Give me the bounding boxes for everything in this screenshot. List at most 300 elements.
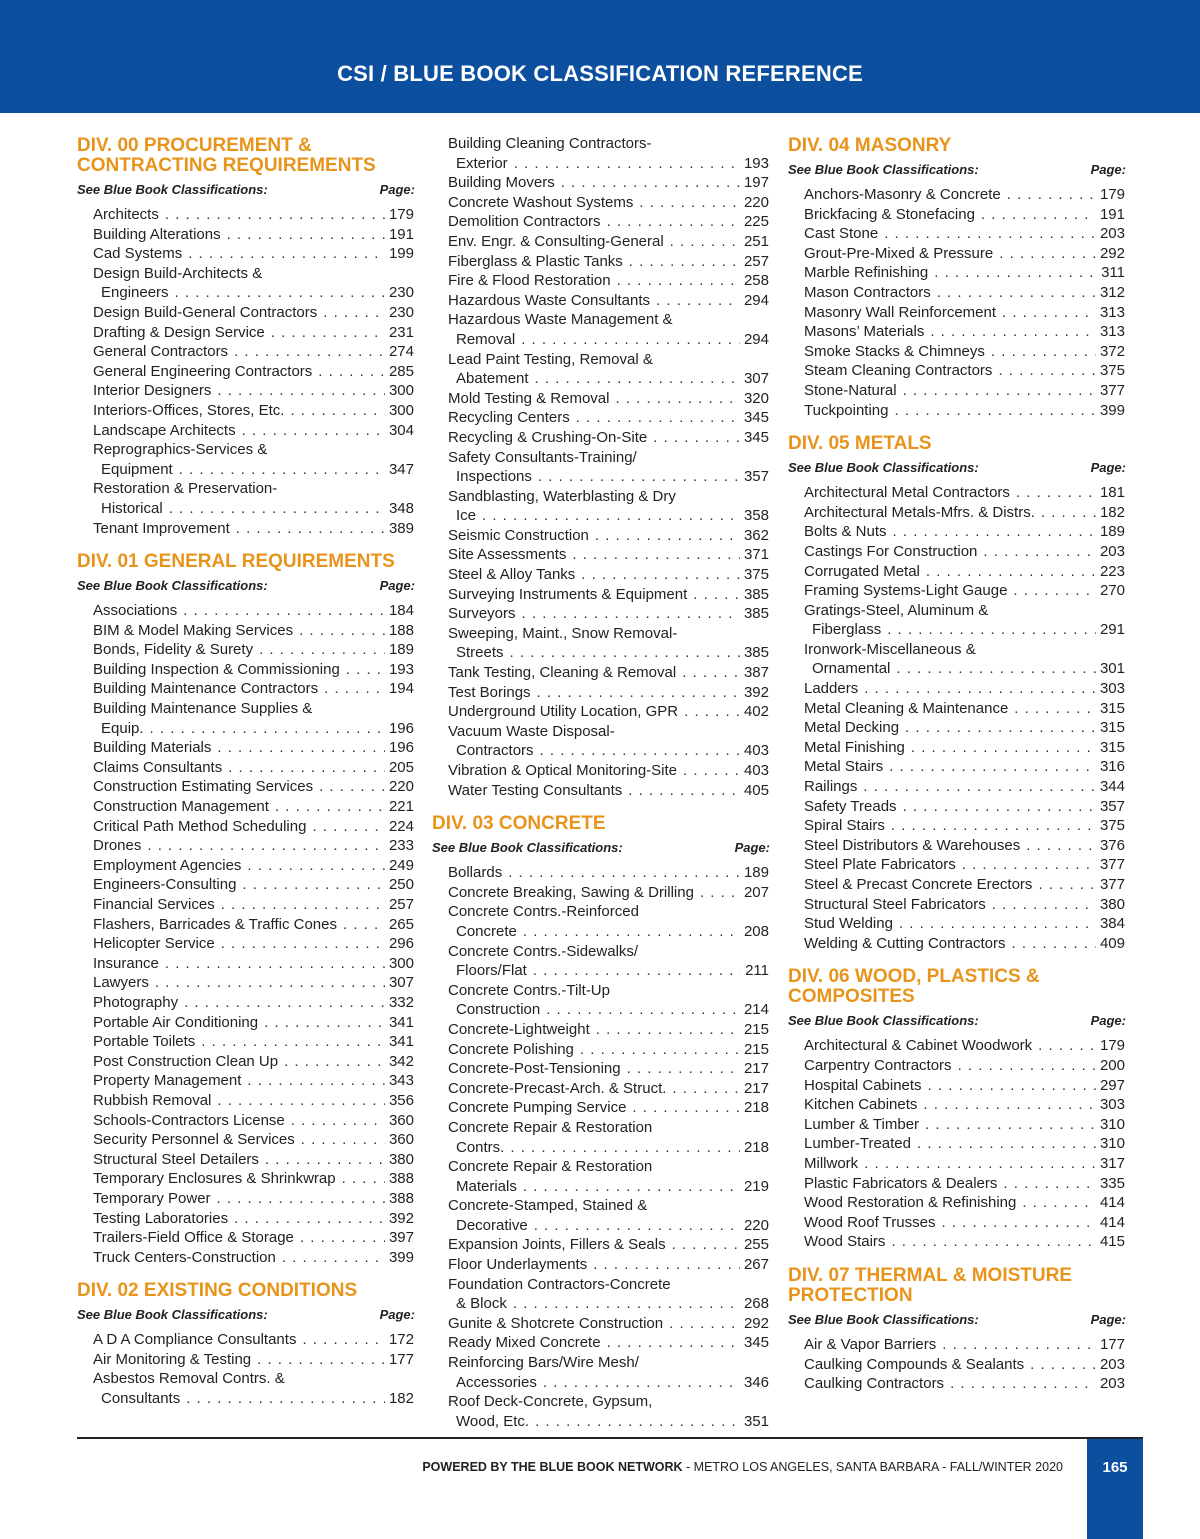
entry-row xyxy=(93,283,414,303)
dot-leader xyxy=(1032,875,1096,895)
entry-page-number: 377 xyxy=(1099,876,1125,893)
entry-name: General Engineering Contractors xyxy=(93,362,313,380)
dot-leader xyxy=(228,1209,385,1229)
classification-entry xyxy=(804,718,1125,738)
dot-leader xyxy=(997,1174,1096,1194)
entry-name: Demolition Contractors xyxy=(448,213,601,231)
dot-leader xyxy=(236,421,385,441)
classification-entry xyxy=(448,193,769,213)
entry-name-line: Design Build-Architects & xyxy=(93,264,263,282)
dot-leader xyxy=(312,362,385,382)
entry-page-number: 357 xyxy=(743,468,769,486)
entry-row xyxy=(804,244,1125,264)
dot-leader xyxy=(858,679,1096,699)
classification-entry xyxy=(448,1157,769,1196)
entry-page-number: 296 xyxy=(388,935,414,953)
page-number-box xyxy=(1087,1439,1143,1539)
entry-page-number: 181 xyxy=(1099,484,1125,502)
entry-name: Caulking Compounds & Sealants xyxy=(804,1355,1025,1373)
entry-row xyxy=(804,875,1125,895)
entry-page-number: 346 xyxy=(743,1373,769,1391)
entry-row xyxy=(448,271,769,291)
entry-page-number: 312 xyxy=(1099,283,1125,301)
entry-page-number: 200 xyxy=(1099,1056,1125,1074)
classification-entry xyxy=(93,875,414,895)
entry-row xyxy=(804,1335,1125,1355)
dot-leader xyxy=(211,738,385,758)
entry-page-number: 207 xyxy=(743,883,769,901)
entry-name: Concrete Washout Systems xyxy=(448,193,634,211)
dot-leader xyxy=(621,1059,740,1079)
entry-name: Insurance xyxy=(93,954,159,972)
classification-entry xyxy=(93,440,414,479)
dot-leader xyxy=(236,875,385,895)
entry-name-line: Sweeping, Maint., Snow Removal- xyxy=(448,624,678,642)
classification-entry xyxy=(93,1150,414,1170)
dot-leader xyxy=(221,225,385,245)
entry-name: Construction Estimating Services xyxy=(93,778,314,796)
classification-entry xyxy=(804,855,1125,875)
classification-list xyxy=(788,185,1126,420)
entry-row xyxy=(448,1373,769,1393)
entry-name: Critical Path Method Scheduling xyxy=(93,817,307,835)
entry-name: Architectural Metal Contractors xyxy=(804,484,1010,502)
dot-leader xyxy=(284,401,385,421)
entry-row xyxy=(93,836,414,856)
dot-leader xyxy=(647,428,740,448)
classification-entry xyxy=(448,545,769,565)
classification-entry xyxy=(804,244,1125,264)
classification-entry xyxy=(448,663,769,683)
dot-leader xyxy=(633,193,740,213)
entry-page-number: 215 xyxy=(743,1020,769,1038)
entry-name-line: Safety Consultants-Training/ xyxy=(448,448,637,466)
entry-row xyxy=(448,252,769,272)
dot-leader xyxy=(149,973,385,993)
classification-entry xyxy=(93,1013,414,1033)
dot-leader xyxy=(502,863,740,883)
entry-name: Tuckpointing xyxy=(804,401,889,419)
classification-entry xyxy=(804,1076,1125,1096)
classification-entry xyxy=(448,883,769,903)
entry-page-number: 301 xyxy=(1099,660,1125,678)
classification-entry xyxy=(804,342,1125,362)
entry-row xyxy=(93,817,414,837)
entry-row xyxy=(448,961,769,981)
classification-entry xyxy=(804,914,1125,934)
entry-name: Framing Systems-Light Gauge xyxy=(804,582,1008,600)
entry-page-number: 268 xyxy=(743,1295,769,1313)
entry-page-number: 184 xyxy=(388,602,414,620)
dot-leader xyxy=(141,836,385,856)
classification-entry xyxy=(804,1374,1125,1394)
entry-row xyxy=(93,362,414,382)
entry-row xyxy=(804,581,1125,601)
page-label: Page: xyxy=(379,182,415,197)
page-label: Page: xyxy=(1090,460,1126,476)
dot-leader xyxy=(504,1138,740,1158)
classification-entry xyxy=(93,401,414,421)
dot-leader xyxy=(881,620,1096,640)
see-classifications-label: See Blue Book Classifications: xyxy=(77,578,268,594)
entry-name: Metal Decking xyxy=(804,719,900,737)
entry-row xyxy=(93,1130,414,1150)
classification-entry xyxy=(448,487,769,526)
dot-leader xyxy=(476,506,740,526)
dot-leader xyxy=(944,1374,1096,1394)
entry-row xyxy=(93,1169,414,1189)
entry-row xyxy=(804,1355,1125,1375)
entry-name-line: Building Maintenance Supplies & xyxy=(93,700,313,718)
dot-leader xyxy=(507,1294,740,1314)
entry-page-number: 300 xyxy=(388,954,414,972)
classification-entry xyxy=(804,1036,1125,1056)
entry-row xyxy=(93,1248,414,1268)
dot-leader xyxy=(293,621,385,641)
entry-page-number: 197 xyxy=(743,174,769,192)
entry-name: Fiberglass & Plastic Tanks xyxy=(448,252,623,270)
classification-list xyxy=(788,1036,1126,1252)
entry-name: Underground Utility Location, GPR xyxy=(448,703,679,721)
entry-page-number: 344 xyxy=(1099,778,1125,796)
division-title xyxy=(788,136,1126,156)
entry-page-number: 335 xyxy=(1099,1174,1125,1192)
entry-row xyxy=(93,1052,414,1072)
dot-leader xyxy=(920,562,1096,582)
classification-entry xyxy=(93,205,414,225)
classification-entry xyxy=(93,1189,414,1209)
entry-page-number: 348 xyxy=(388,499,414,517)
entry-row xyxy=(93,679,414,699)
entry-row xyxy=(93,738,414,758)
classification-entry xyxy=(93,1330,414,1350)
entry-row xyxy=(804,483,1125,503)
classification-entry xyxy=(804,283,1125,303)
entry-row xyxy=(93,660,414,680)
entry-row xyxy=(93,856,414,876)
entry-page-number: 258 xyxy=(743,272,769,290)
entry-name: Wood Stairs xyxy=(804,1233,886,1251)
entry-row xyxy=(93,1189,414,1209)
dot-leader xyxy=(574,1040,740,1060)
classification-entry xyxy=(804,934,1125,954)
entry-page-number: 203 xyxy=(1099,1375,1125,1393)
entry-name: Kitchen Cabinets xyxy=(804,1096,918,1114)
entry-name: Property Management xyxy=(93,1072,242,1090)
entry-name: Metal Cleaning & Maintenance xyxy=(804,699,1009,717)
entry-row xyxy=(804,1193,1125,1213)
entry-row xyxy=(93,640,414,660)
division-title-line: DIV. 07 THERMAL & MOISTURE xyxy=(788,1264,1072,1286)
classification-entry xyxy=(804,1213,1125,1233)
entry-page-number: 267 xyxy=(743,1256,769,1274)
entry-page-number: 217 xyxy=(743,1079,769,1097)
entry-row xyxy=(448,565,769,585)
entry-name: Streets xyxy=(456,644,504,662)
classification-entry xyxy=(804,503,1125,523)
entry-name: Portable Toilets xyxy=(93,1033,196,1051)
entry-page-number: 265 xyxy=(388,915,414,933)
entry-page-number: 233 xyxy=(388,837,414,855)
page-header xyxy=(0,0,1200,113)
page-label: Page: xyxy=(379,578,415,594)
entry-row xyxy=(448,585,769,605)
entry-row xyxy=(93,954,414,974)
entry-row xyxy=(93,1330,414,1350)
entry-name-line: Foundation Contractors-Concrete xyxy=(448,1275,671,1293)
entry-name: Cast Stone xyxy=(804,225,879,243)
entry-name: Ladders xyxy=(804,680,859,698)
entry-page-number: 392 xyxy=(743,683,769,701)
entry-name: Equipment xyxy=(101,460,173,478)
dot-leader xyxy=(977,542,1096,562)
entry-row xyxy=(804,1134,1125,1154)
classification-entry xyxy=(93,1032,414,1052)
dot-leader xyxy=(975,205,1096,225)
entry-name: Air Monitoring & Testing xyxy=(93,1350,252,1368)
entry-row xyxy=(93,401,414,421)
dot-leader xyxy=(1007,581,1096,601)
entry-name: Metal Finishing xyxy=(804,738,905,756)
entry-name: Structural Steel Detailers xyxy=(93,1150,259,1168)
entry-name: Photography xyxy=(93,993,179,1011)
classification-entry xyxy=(448,271,769,291)
classification-entry xyxy=(448,942,769,981)
classification-entry xyxy=(448,252,769,272)
entry-page-number: 351 xyxy=(743,1412,769,1430)
dot-leader xyxy=(1005,934,1095,954)
classification-entry xyxy=(93,381,414,401)
entry-page-number: 189 xyxy=(743,864,769,882)
dot-leader xyxy=(318,679,385,699)
entry-row xyxy=(804,1232,1125,1252)
entry-page-number: 316 xyxy=(1099,758,1125,776)
entry-row xyxy=(448,1138,769,1158)
entry-page-number: 384 xyxy=(1099,915,1125,933)
classification-entry xyxy=(804,1095,1125,1115)
entry-row xyxy=(448,1000,769,1020)
page-label: Page: xyxy=(734,840,770,856)
classification-entry xyxy=(448,1392,769,1431)
dot-leader xyxy=(516,604,740,624)
entry-name-line: Sandblasting, Waterblasting & Dry xyxy=(448,487,676,505)
classification-entry xyxy=(93,1248,414,1268)
dot-leader xyxy=(589,526,740,546)
classification-entry xyxy=(93,1369,414,1408)
entry-page-number: 203 xyxy=(1099,1355,1125,1373)
dot-leader xyxy=(931,283,1096,303)
entry-name-line: Ironwork-Miscellaneous & xyxy=(804,640,976,658)
entry-name: Air & Vapor Barriers xyxy=(804,1335,937,1353)
classification-entry xyxy=(804,1154,1125,1174)
classification-entry xyxy=(448,310,769,349)
entry-page-number: 251 xyxy=(743,232,769,250)
dot-leader xyxy=(1035,503,1096,523)
entry-page-number: 415 xyxy=(1099,1233,1125,1251)
classification-entry xyxy=(448,1098,769,1118)
classification-entry xyxy=(93,836,414,856)
classification-entry xyxy=(804,1115,1125,1135)
division-title-line: PROTECTION xyxy=(788,1284,913,1306)
entry-name: Building Alterations xyxy=(93,225,221,243)
dot-leader xyxy=(258,1013,385,1033)
dot-leader xyxy=(919,1115,1096,1135)
dot-leader xyxy=(1024,1355,1096,1375)
entry-row xyxy=(93,499,414,519)
dot-leader xyxy=(601,212,740,232)
entry-name: Floor Underlayments xyxy=(448,1256,588,1274)
dot-leader xyxy=(897,381,1096,401)
entry-name: Anchors-Masonry & Concrete xyxy=(804,186,1001,203)
entry-page-number: 409 xyxy=(1099,934,1125,952)
dot-leader xyxy=(587,1255,740,1275)
dot-leader xyxy=(531,683,740,703)
classification-entry xyxy=(93,817,414,837)
entry-name: Vibration & Optical Monitoring-Site xyxy=(448,762,677,779)
classification-entry xyxy=(93,993,414,1013)
entry-name-line: Reinforcing Bars/Wire Mesh/ xyxy=(448,1354,639,1372)
entry-name: Fire & Flood Restoration xyxy=(448,272,611,290)
entry-name: Design Build-General Contractors xyxy=(93,303,318,321)
dot-leader xyxy=(540,1000,740,1020)
classification-entry xyxy=(804,1174,1125,1194)
classification-entry xyxy=(448,448,769,487)
entry-page-number: 360 xyxy=(388,1131,414,1149)
entry-page-number: 313 xyxy=(1099,323,1125,341)
dot-leader xyxy=(885,1232,1096,1252)
entry-page-number: 285 xyxy=(388,362,414,380)
entry-name-line: Asbestos Removal Contrs. & xyxy=(93,1370,285,1388)
entry-row xyxy=(93,915,414,935)
classification-entry xyxy=(804,483,1125,503)
entry-page-number: 399 xyxy=(388,1248,414,1266)
entry-name: & Block xyxy=(456,1295,507,1313)
entry-name: Drafting & Design Service xyxy=(93,323,265,341)
entry-page-number: 191 xyxy=(388,225,414,243)
entry-row xyxy=(804,1056,1125,1076)
dot-leader xyxy=(590,1020,740,1040)
classification-entry xyxy=(93,244,414,264)
entry-row xyxy=(804,699,1125,719)
entry-row xyxy=(448,154,769,174)
classification-entry xyxy=(93,640,414,660)
entry-name: Grout-Pre-Mixed & Pressure xyxy=(804,244,994,262)
entry-row xyxy=(804,777,1125,797)
entry-page-number: 380 xyxy=(1099,895,1125,913)
dot-leader xyxy=(180,1389,385,1409)
dot-leader xyxy=(566,545,740,565)
footer-credit xyxy=(77,1460,1063,1474)
page-number: 165 xyxy=(1102,1459,1128,1476)
entry-page-number: 311 xyxy=(1101,264,1125,282)
dot-leader xyxy=(678,702,740,722)
dot-leader xyxy=(883,757,1096,777)
classification-entry xyxy=(804,601,1125,640)
dot-leader xyxy=(956,855,1096,875)
classification-entry xyxy=(93,1052,414,1072)
entry-page-number: 403 xyxy=(743,742,769,760)
entry-page-number: 218 xyxy=(743,1138,769,1156)
entry-name: Rubbish Removal xyxy=(93,1091,212,1109)
entry-page-number: 345 xyxy=(743,428,769,446)
see-classifications-label: See Blue Book Classifications: xyxy=(788,1311,979,1327)
classification-entry xyxy=(448,1314,769,1334)
classification-header xyxy=(788,161,1126,178)
classification-entry xyxy=(93,1111,414,1131)
dot-leader xyxy=(899,718,1096,738)
entry-name-line: Concrete Contrs.-Tilt-Up xyxy=(448,981,610,999)
entry-page-number: 231 xyxy=(388,323,414,341)
entry-page-number: 179 xyxy=(1099,1037,1125,1055)
entry-name: Tenant Improvement xyxy=(93,519,230,537)
classification-entry xyxy=(804,1232,1125,1252)
classification-entry xyxy=(93,225,414,245)
dot-leader xyxy=(173,460,385,480)
entry-row xyxy=(448,761,769,781)
entry-row xyxy=(804,1374,1125,1394)
entry-page-number: 182 xyxy=(388,1390,414,1408)
dot-leader xyxy=(182,244,385,264)
entry-name: Corrugated Metal xyxy=(804,562,920,580)
entry-row xyxy=(448,1235,769,1255)
classification-entry xyxy=(804,699,1125,719)
classification-entry xyxy=(93,699,414,738)
dot-leader xyxy=(687,585,740,605)
entry-name: Hazardous Waste Consultants xyxy=(448,291,651,309)
division-title xyxy=(77,136,415,176)
classification-entry xyxy=(93,342,414,362)
entry-page-number: 414 xyxy=(1099,1213,1125,1231)
entry-row xyxy=(448,1255,769,1275)
division-section xyxy=(77,1281,415,1408)
classification-entry xyxy=(804,205,1125,225)
dot-leader xyxy=(222,758,385,778)
classification-entry xyxy=(93,797,414,817)
entry-row xyxy=(804,797,1125,817)
classification-entry xyxy=(93,679,414,699)
entry-row xyxy=(804,283,1125,303)
classification-list xyxy=(788,1335,1126,1394)
entry-page-number: 310 xyxy=(1099,1115,1125,1133)
classification-entry xyxy=(448,408,769,428)
dot-leader xyxy=(887,522,1096,542)
entry-name: Bollards xyxy=(448,864,503,882)
page-title: CSI / BLUE BOOK CLASSIFICATION REFERENCE xyxy=(337,61,863,86)
classification-entry xyxy=(804,303,1125,323)
classification-entry xyxy=(448,350,769,389)
page-label: Page: xyxy=(1090,1013,1126,1029)
dot-leader xyxy=(626,1098,740,1118)
classification-list xyxy=(77,1330,415,1408)
classification-entry xyxy=(93,1169,414,1189)
entry-name-line: Building Cleaning Contractors- xyxy=(448,135,652,152)
entry-name: Wood Roof Trusses xyxy=(804,1213,936,1231)
entry-name: Schools-Contractors License xyxy=(93,1111,285,1129)
classification-entry xyxy=(93,915,414,935)
classification-entry xyxy=(804,581,1125,601)
dot-leader xyxy=(532,467,740,487)
entry-row xyxy=(93,421,414,441)
entry-name: Cad Systems xyxy=(93,245,183,263)
dot-leader xyxy=(296,1330,385,1350)
dot-leader xyxy=(159,205,385,225)
entry-page-number: 389 xyxy=(388,519,414,537)
classification-entry xyxy=(93,856,414,876)
entry-page-number: 343 xyxy=(388,1072,414,1090)
entry-page-number: 341 xyxy=(388,1013,414,1031)
entry-row xyxy=(804,381,1125,401)
classification-entry xyxy=(93,758,414,778)
